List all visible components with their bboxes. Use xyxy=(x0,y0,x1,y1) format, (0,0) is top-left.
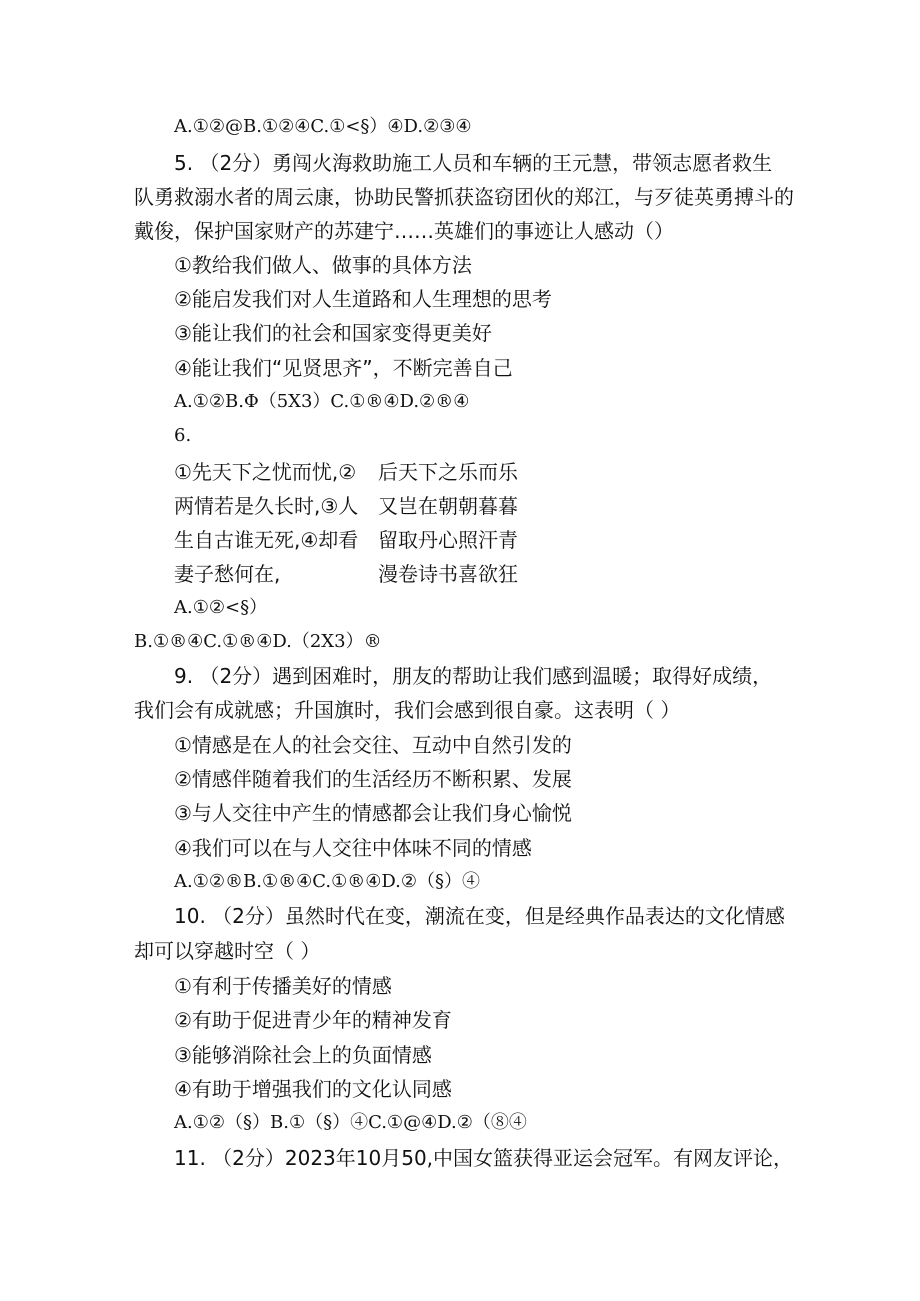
q10-options: A.①②（§）B.①（§）④C.①@④D.②（⑧④ xyxy=(174,1112,527,1133)
q6-options-a: A.①②<§） xyxy=(174,597,268,618)
q5-stem-line2: 队勇救溺水者的周云康，协助民警抓获盗窃团伙的郑江，与歹徒英勇搏斗的 xyxy=(134,185,794,209)
q6-right-line-2: 又岂在朝朝暮暮 xyxy=(378,494,518,518)
q5-item-3: ③能让我们的社会和国家变得更美好 xyxy=(174,321,492,345)
q5-stem-line1: 5. （2分）勇闯火海救助施工人员和车辆的王元慧，带领志愿者救生 xyxy=(174,151,773,175)
q10-stem-line1: 10. （2分）虽然时代在变，潮流在变，但是经典作品表达的文化情感 xyxy=(174,904,785,928)
q6-right-line-4: 漫卷诗书喜欲狂 xyxy=(378,562,518,586)
q10-item-3: ③能够消除社会上的负面情感 xyxy=(174,1043,432,1067)
q5-options: A.①②B.Φ（5X3）C.①®④D.②®④ xyxy=(174,391,470,412)
q10-item-1: ①有利于传播美好的情感 xyxy=(174,974,392,998)
q9-item-1: ①情感是在人的社会交往、互动中自然引发的 xyxy=(174,733,572,757)
q9-item-4: ④我们可以在与人交往中体味不同的情感 xyxy=(174,836,532,860)
q4-options: A.①②@B.①②④C.①<§）④D.②③④ xyxy=(174,116,472,137)
q6-options-b: B.①®④C.①®④D.（2X3）® xyxy=(134,631,382,652)
q6-left-line-1: ①先天下之忧而忧,② xyxy=(174,460,357,484)
q6-right-line-1: 后天下之乐而乐 xyxy=(378,460,518,484)
q10-item-2: ②有助于促进青少年的精神发育 xyxy=(174,1008,452,1032)
q9-options: A.①②®B.①®④C.①®④D.②（§）④ xyxy=(174,871,480,892)
q9-stem-line2: 我们会有成就感；升国旗时，我们会感到很自豪。这表明（ ） xyxy=(134,698,681,722)
q10-item-4: ④有助于增强我们的文化认同感 xyxy=(174,1077,452,1101)
q5-item-1: ①教给我们做人、做事的具体方法 xyxy=(174,253,472,277)
q6-left-line-4: 妻子愁何在, xyxy=(174,562,281,586)
q11-stem-line1: 11. （2分）2023年10月50,中国女篮获得亚运会冠军。有网友评论， xyxy=(174,1146,794,1170)
q6-left-line-2: 两情若是久长时,③人 xyxy=(174,494,359,518)
q5-item-4: ④能让我们“见贤思齐”，不断完善自己 xyxy=(174,356,513,380)
q10-stem-line2: 却可以穿越时空（ ） xyxy=(134,939,321,963)
q6-number: 6. xyxy=(174,425,192,446)
q5-item-2: ②能启发我们对人生道路和人生理想的思考 xyxy=(174,287,552,311)
q9-stem-line1: 9. （2分）遇到困难时，朋友的帮助让我们感到温暖；取得好成绩， xyxy=(174,664,773,688)
q9-item-3: ③与人交往中产生的情感都会让我们身心愉悦 xyxy=(174,801,572,825)
q9-item-2: ②情感伴随着我们的生活经历不断积累、发展 xyxy=(174,767,572,791)
q5-stem-line3: 戴俊，保护国家财产的苏建宁……英雄们的事迹让人感动（） xyxy=(134,219,674,243)
q6-left-line-3: 生自古谁无死,④却看 xyxy=(174,528,359,552)
q6-right-line-3: 留取丹心照汗青 xyxy=(378,528,518,552)
